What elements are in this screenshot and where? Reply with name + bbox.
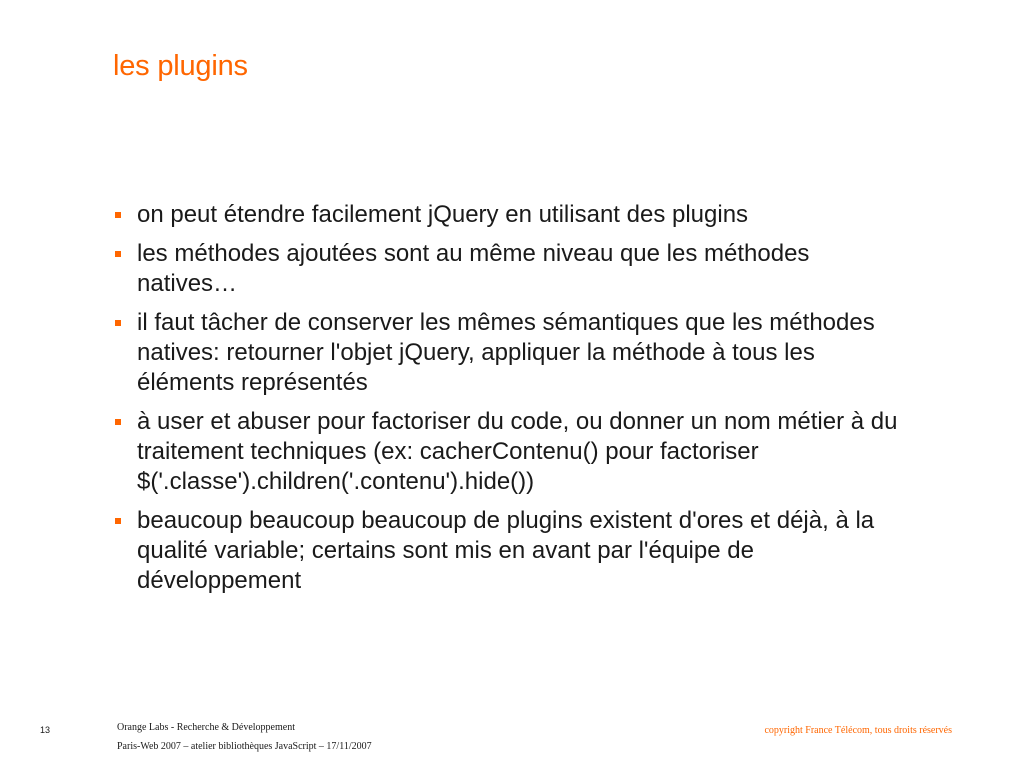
bullet-item [113,239,913,299]
bullet-list [113,200,913,605]
bullet-text: les méthodes ajoutées sont au même niveau que les méthodes natives… [137,240,810,297]
bullet-item [113,200,913,230]
bullet-text: beaucoup beaucoup beaucoup de plugins existent d'ores et déjà, à la qualité variable; certains sont mis en avant par l'équipe de développement [137,507,875,594]
bullet-text: il faut tâcher de conserver les mêmes sémantiques que les méthodes natives: retourner l'objet jQuery, appliquer la méthode à tous les éléments représentés [137,309,875,396]
square-bullet-icon [115,212,121,218]
bullet-item [113,407,913,497]
square-bullet-icon [115,251,121,257]
footer-org: Orange Labs - Recherche & Développement [117,722,295,733]
page-number: 13 [40,725,51,735]
slide-title: les plugins [113,50,248,82]
footer-event: Paris-Web 2007 – atelier bibliothèques JavaScript – 17/11/2007 [117,741,372,752]
square-bullet-icon [115,518,121,524]
bullet-item [113,506,913,596]
bullet-item [113,308,913,398]
bullet-text: on peut étendre facilement jQuery en utilisant des plugins [137,201,749,228]
bullet-text: à user et abuser pour factoriser du code, ou donner un nom métier à du traitement techniques (ex: cacherContenu() pour factoriser $('.classe').children('.contenu').hide()) [137,408,898,495]
square-bullet-icon [115,419,121,425]
square-bullet-icon [115,320,121,326]
footer-copyright: copyright France Télécom, tous droits réservés [764,725,952,736]
